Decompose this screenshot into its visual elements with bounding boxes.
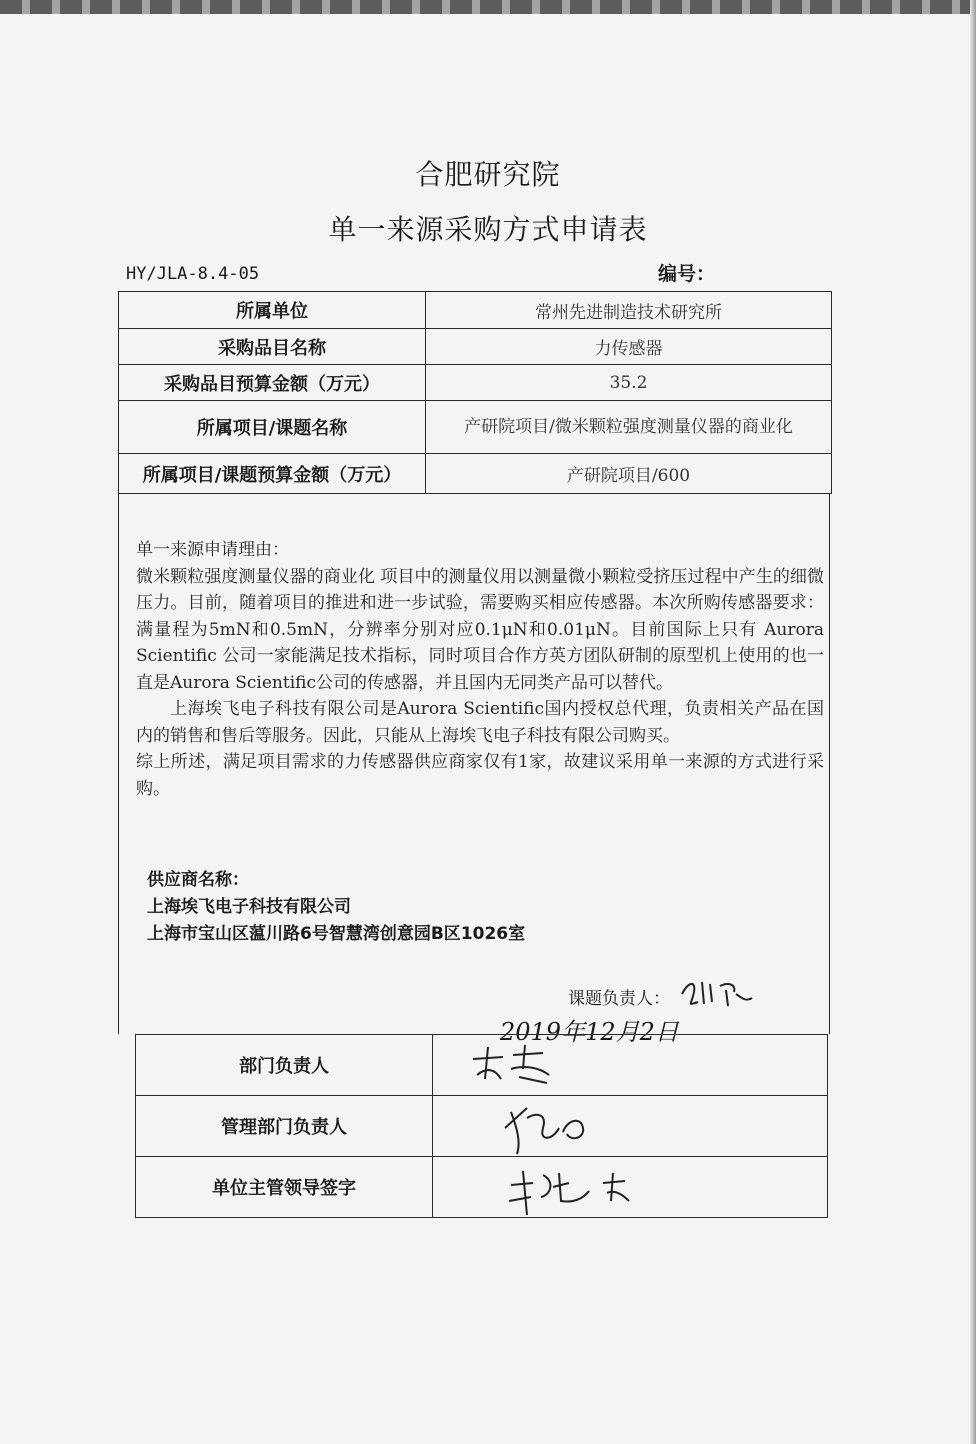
form-title: 单一来源采购方式申请表	[328, 213, 648, 246]
reason-conclusion: 综上所述，满足项目需求的力传感器供应商家仅有1家，故建议采用单一来源的方式进行采购。	[136, 752, 824, 799]
info-value: 力传感器	[426, 329, 832, 365]
reason-section	[136, 537, 824, 802]
page-edge-shadow	[0, 0, 976, 14]
institute-title: 合肥研究院	[415, 158, 561, 191]
info-label: 采购品目预算金额（万元）	[119, 365, 426, 401]
signoff-row	[136, 1096, 828, 1157]
info-row	[119, 292, 832, 329]
department-head-signature	[463, 1039, 573, 1093]
reason-heading: 单一来源申请理由：	[136, 540, 289, 560]
reason-paragraph: 微米颗粒强度测量仪器的商业化 项目中的测量仪用以测量微小颗粒受挤压过程中产生的细微压力。目前，随着项目的推进和进一步试验，需要购买相应传感器。本次所购传感器要求：满量程为5mN和0.5mN，分辨率分别对应0.1μN和0.01μN。目前国际上只有 Aurora Scientific 公司一家能满足技术指标，同时项目合作方英方团队研制的原型机上使用的也一直是Aurora Scientific公司的传感器，并且国内无同类产品可以替代。	[136, 566, 824, 693]
signature-cell	[433, 1157, 828, 1218]
supplier-section	[147, 867, 525, 948]
supplier-address: 上海市宝山区蕰川路6号智慧湾创意园B区1026室	[147, 924, 526, 944]
project-leader-label: 课题负责人：	[568, 989, 670, 1009]
management-head-signature	[497, 1098, 607, 1156]
info-label: 所属单位	[119, 292, 426, 329]
info-label: 所属项目/课题预算金额（万元）	[119, 454, 426, 494]
supplier-label: 供应商名称：	[147, 870, 249, 890]
info-value: 产研院项目/微米颗粒强度测量仪器的商业化	[426, 401, 832, 454]
info-value: 35.2	[426, 365, 832, 401]
info-table	[118, 291, 832, 494]
reason-paragraph: 上海埃飞电子科技有限公司是Aurora Scientific国内授权总代理，负责相关产品在国内的销售和售后等服务。因此，只能从上海埃飞电子科技有限公司购买。	[136, 699, 824, 746]
info-row	[119, 401, 832, 454]
form-code: HY/JLA-8.4-05	[126, 264, 260, 284]
project-leader-signature	[676, 972, 756, 1012]
signoff-table	[135, 1034, 828, 1218]
signoff-label: 部门负责人	[136, 1035, 433, 1096]
info-row	[119, 365, 832, 401]
signature-cell	[433, 1096, 828, 1157]
number-label: 编号：	[658, 263, 716, 285]
signoff-label: 单位主管领导签字	[136, 1157, 433, 1218]
project-leader	[568, 984, 670, 1009]
supplier-name: 上海埃飞电子科技有限公司	[147, 897, 351, 917]
info-row	[119, 329, 832, 365]
signature-date: 2019年12月2日	[500, 1018, 679, 1046]
signoff-label: 管理部门负责人	[136, 1096, 433, 1157]
info-label: 采购品目名称	[119, 329, 426, 365]
signoff-row	[136, 1035, 828, 1096]
signoff-row	[136, 1157, 828, 1218]
info-value: 产研院项目/600	[426, 454, 832, 494]
info-label: 所属项目/课题名称	[119, 401, 426, 454]
info-value: 常州先进制造技术研究所	[426, 292, 832, 329]
signature-cell	[433, 1035, 828, 1096]
unit-leader-signature	[503, 1161, 653, 1217]
info-row	[119, 454, 832, 494]
